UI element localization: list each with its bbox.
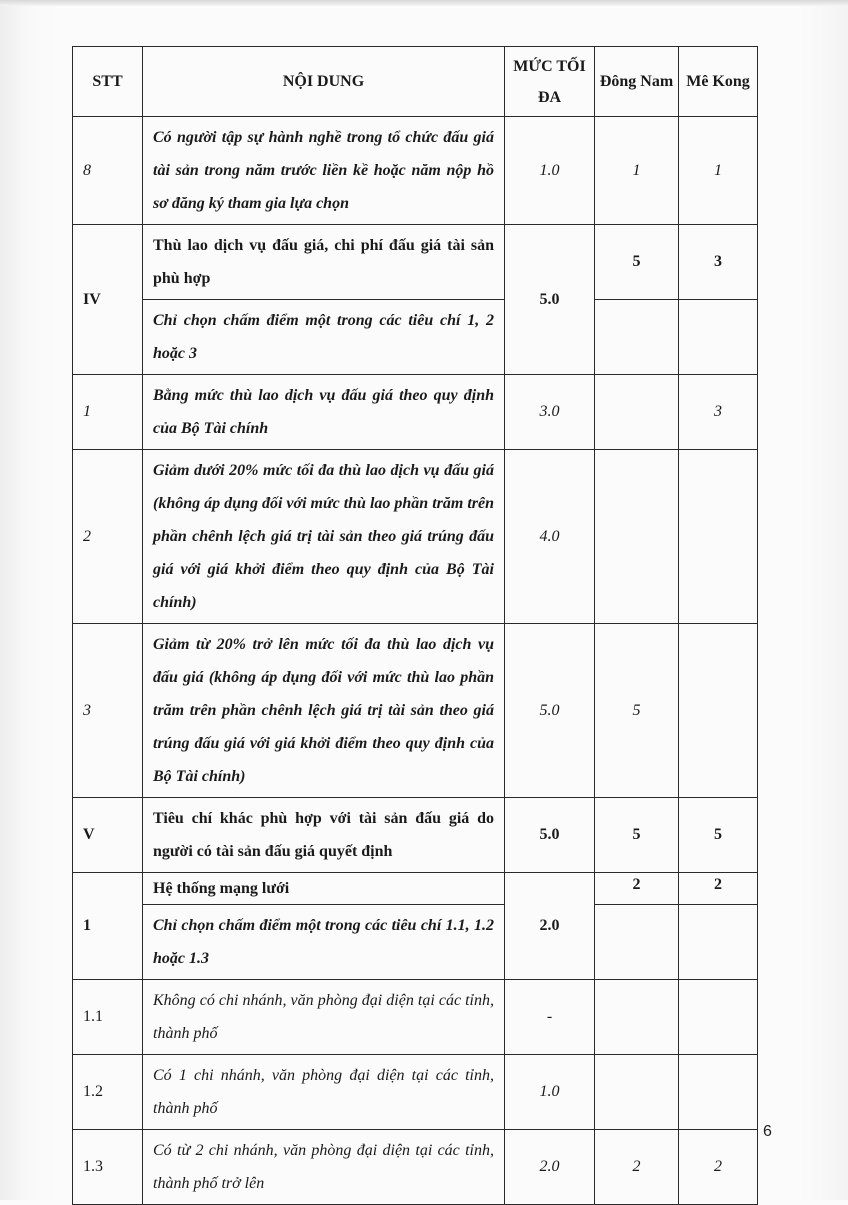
row-dong-nam [595, 375, 679, 450]
row-me-kong [679, 1055, 758, 1130]
empty-cell [679, 905, 758, 980]
row-max: 2.0 [505, 1130, 595, 1205]
empty-cell [595, 905, 679, 980]
table-row [73, 300, 758, 375]
row-stt: 3 [73, 624, 143, 798]
header-me-kong: Mê Kong [679, 47, 758, 117]
row-content-sub: Chỉ chọn chấm điểm một trong các tiêu chí 1, 2 hoặc 3 [143, 300, 505, 375]
table-row [73, 225, 758, 300]
row-content-main: Thù lao dịch vụ đấu giá, chi phí đấu giá tài sản phù hợp [143, 225, 505, 300]
row-dong-nam: 5 [595, 798, 679, 873]
row-content: Không có chi nhánh, văn phòng đại diện tại các tỉnh, thành phố [143, 980, 505, 1055]
row-stt: IV [73, 225, 143, 375]
row-stt: 1.2 [73, 1055, 143, 1130]
row-stt: 2 [73, 450, 143, 624]
row-stt: 1 [73, 375, 143, 450]
row-dong-nam [595, 1055, 679, 1130]
table-row [73, 624, 758, 798]
row-dong-nam: 5 [595, 225, 679, 300]
row-dong-nam: 2 [595, 1130, 679, 1205]
row-dong-nam [595, 450, 679, 624]
table-header-row [73, 47, 758, 117]
empty-cell [679, 300, 758, 375]
table-row [73, 798, 758, 873]
row-stt: 1.1 [73, 980, 143, 1055]
row-max: 5.0 [505, 225, 595, 375]
row-content: Có 1 chi nhánh, văn phòng đại diện tại các tỉnh, thành phố [143, 1055, 505, 1130]
table-row [73, 980, 758, 1055]
page-number: 6 [763, 1123, 772, 1140]
row-dong-nam: 2 [595, 873, 679, 905]
row-stt: 1 [73, 873, 143, 980]
row-max: 5.0 [505, 624, 595, 798]
row-me-kong [679, 980, 758, 1055]
row-content: Có từ 2 chi nhánh, văn phòng đại diện tại các tỉnh, thành phố trở lên [143, 1130, 505, 1205]
row-content: Có người tập sự hành nghề trong tổ chức đấu giá tài sản trong năm trước liền kề hoặc năm nộp hồ sơ đăng ký tham gia lựa chọn [143, 117, 505, 225]
row-dong-nam: 1 [595, 117, 679, 225]
row-content-main: Hệ thống mạng lưới [143, 873, 505, 905]
header-stt: STT [73, 47, 143, 117]
table-row [73, 873, 758, 905]
row-content-sub: Chỉ chọn chấm điểm một trong các tiêu chí 1.1, 1.2 hoặc 1.3 [143, 905, 505, 980]
header-muc-toi-da: MỨC TỐI ĐA [505, 47, 595, 117]
scoring-table [72, 46, 758, 1205]
empty-cell [595, 300, 679, 375]
row-content: Giảm dưới 20% mức tối đa thù lao dịch vụ đấu giá (không áp dụng đối với mức thù lao phần trăm trên phần chênh lệch giá trị tài sản theo giá trúng đấu giá với giá khởi điểm theo quy định của Bộ Tài chính) [143, 450, 505, 624]
row-me-kong: 2 [679, 1130, 758, 1205]
row-max: 4.0 [505, 450, 595, 624]
table-row [73, 117, 758, 225]
table-row [73, 450, 758, 624]
header-noi-dung: NỘI DUNG [143, 47, 505, 117]
table-row [73, 1055, 758, 1130]
row-stt: 1.3 [73, 1130, 143, 1205]
row-stt: 8 [73, 117, 143, 225]
row-me-kong: 2 [679, 873, 758, 905]
scan-top-edge [0, 0, 848, 6]
row-stt: V [73, 798, 143, 873]
row-max: 2.0 [505, 873, 595, 980]
row-me-kong: 3 [679, 225, 758, 300]
row-content: Tiêu chí khác phù hợp với tài sản đấu giá do người có tài sản đấu giá quyết định [143, 798, 505, 873]
row-dong-nam: 5 [595, 624, 679, 798]
row-dong-nam [595, 980, 679, 1055]
row-content: Giảm từ 20% trở lên mức tối đa thù lao dịch vụ đấu giá (không áp dụng đối với mức thù lao phần trăm trên phần chênh lệch giá trị tài sản theo giá trúng đấu giá với giá khởi điểm theo quy định của Bộ Tài chính) [143, 624, 505, 798]
row-max: 1.0 [505, 1055, 595, 1130]
row-max: - [505, 980, 595, 1055]
row-me-kong: 3 [679, 375, 758, 450]
header-dong-nam: Đông Nam [595, 47, 679, 117]
table-row [73, 1130, 758, 1205]
row-me-kong: 5 [679, 798, 758, 873]
row-me-kong [679, 450, 758, 624]
row-max: 5.0 [505, 798, 595, 873]
table-row [73, 905, 758, 980]
row-me-kong: 1 [679, 117, 758, 225]
row-content: Bằng mức thù lao dịch vụ đấu giá theo quy định của Bộ Tài chính [143, 375, 505, 450]
row-max: 1.0 [505, 117, 595, 225]
table-row [73, 375, 758, 450]
row-me-kong [679, 624, 758, 798]
row-max: 3.0 [505, 375, 595, 450]
